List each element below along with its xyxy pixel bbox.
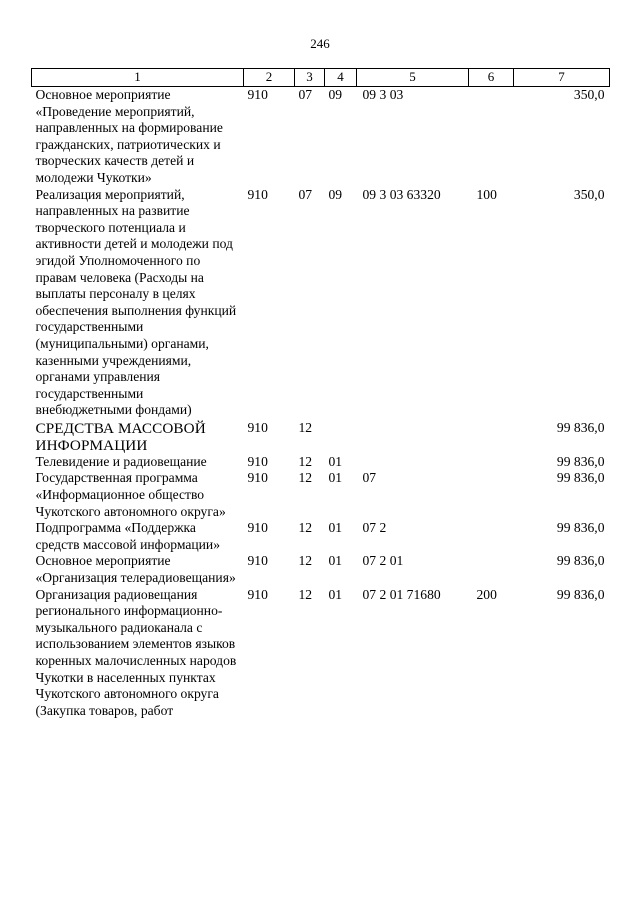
row-section: 12: [298, 470, 313, 486]
row-section: 12: [298, 419, 313, 435]
row-grbs: 910: [247, 87, 268, 102]
row-grbs: 910: [247, 553, 268, 569]
row-expense-type: [469, 419, 514, 454]
row-expense-type: [469, 520, 514, 553]
column-header-2: 2: [244, 69, 295, 87]
row-target-code: 09 3 03 63320: [362, 186, 441, 202]
budget-table: [31, 68, 610, 719]
row-expense-type: [469, 553, 514, 586]
row-amount: 99 836,0: [556, 520, 605, 536]
row-subsection: 09: [328, 186, 343, 202]
row-amount: 99 836,0: [556, 453, 605, 469]
row-subsection: 01: [328, 553, 343, 569]
page-number: 246: [310, 36, 330, 51]
column-header-3: 3: [295, 69, 325, 87]
row-name: Основное мероприятие «Организация телерадиовещания»: [35, 553, 236, 586]
row-name: Подпрограмма «Поддержка средств массовой информации»: [35, 520, 221, 552]
row-target-code: [357, 454, 469, 471]
row-name: Основное мероприятие «Проведение мероприятий, направленных на формирование гражданских, патриотических и творческих качеств детей и молодежи Чукотки»: [35, 87, 223, 185]
row-target-code: 07 2 01: [362, 553, 404, 569]
row-grbs: 910: [247, 470, 268, 486]
row-amount: 350,0: [573, 87, 605, 102]
row-amount: 99 836,0: [556, 419, 605, 435]
row-target-code: 07 2 01 71680: [362, 586, 441, 602]
row-subsection: 01: [328, 586, 343, 602]
row-target-code: 07: [362, 470, 377, 486]
row-amount: 99 836,0: [556, 470, 605, 486]
row-amount: 99 836,0: [556, 553, 605, 569]
row-name: Телевидение и радиовещание: [35, 453, 207, 469]
row-section: 07: [298, 186, 313, 202]
row-amount: 350,0: [573, 186, 605, 202]
column-header-1: 1: [32, 69, 244, 87]
row-expense-type: [469, 87, 514, 187]
row-section: 12: [298, 553, 313, 569]
row-grbs: 910: [247, 453, 268, 469]
row-subsection: 01: [328, 470, 343, 486]
row-expense-type: 100: [476, 186, 497, 202]
row-subsection: 09: [328, 87, 343, 102]
table-header-row: [32, 69, 610, 87]
row-section: 12: [298, 453, 313, 469]
column-header-4: 4: [325, 69, 357, 87]
row-grbs: 910: [247, 520, 268, 536]
row-name: Государственная программа «Информационное общество Чукотского автономного округа»: [35, 470, 226, 519]
table-row: [32, 470, 610, 520]
table-row: [32, 87, 610, 187]
row-name: Организация радиовещания регионального информационно-музыкального радиоканала с использованием элементов языков коренных малочисленных народов Чукотки в населенных пунктах Чукотского автономного округа (Закупка товаров, работ: [35, 586, 237, 718]
row-expense-type: [469, 454, 514, 471]
row-target-code: 09 3 03: [362, 87, 404, 102]
row-target-code: [357, 419, 469, 454]
table-row: [32, 454, 610, 471]
table-row: [32, 553, 610, 586]
row-expense-type: [469, 470, 514, 520]
row-grbs: 910: [247, 186, 268, 202]
row-name: Реализация мероприятий, направленных на развитие творческого потенциала и активности детей и молодежи под эгидой Уполномоченного по правам человека (Расходы на выплаты персоналу в целях обеспечения выполнения функций государственными (муниципальными) органами, казенными учреждениями, органами управления государственными внебюджетными фондами): [35, 186, 237, 418]
row-subsection: [325, 419, 357, 454]
table-row: [32, 187, 610, 419]
column-header-6: 6: [469, 69, 514, 87]
table-row: [32, 587, 610, 720]
row-subsection: 01: [328, 453, 343, 469]
row-subsection: 01: [328, 520, 343, 536]
row-section: 12: [298, 520, 313, 536]
row-expense-type: 200: [476, 586, 497, 602]
row-target-code: 07 2: [362, 520, 387, 536]
row-section: 07: [298, 87, 313, 102]
column-header-5: 5: [357, 69, 469, 87]
column-header-7: 7: [514, 69, 610, 87]
row-amount: 99 836,0: [556, 586, 605, 602]
table-row: [32, 419, 610, 454]
row-name: СРЕДСТВА МАССОВОЙ ИНФОРМАЦИИ: [35, 419, 206, 454]
row-grbs: 910: [247, 419, 268, 435]
row-grbs: 910: [247, 586, 268, 602]
table-row: [32, 520, 610, 553]
row-section: 12: [298, 586, 313, 602]
